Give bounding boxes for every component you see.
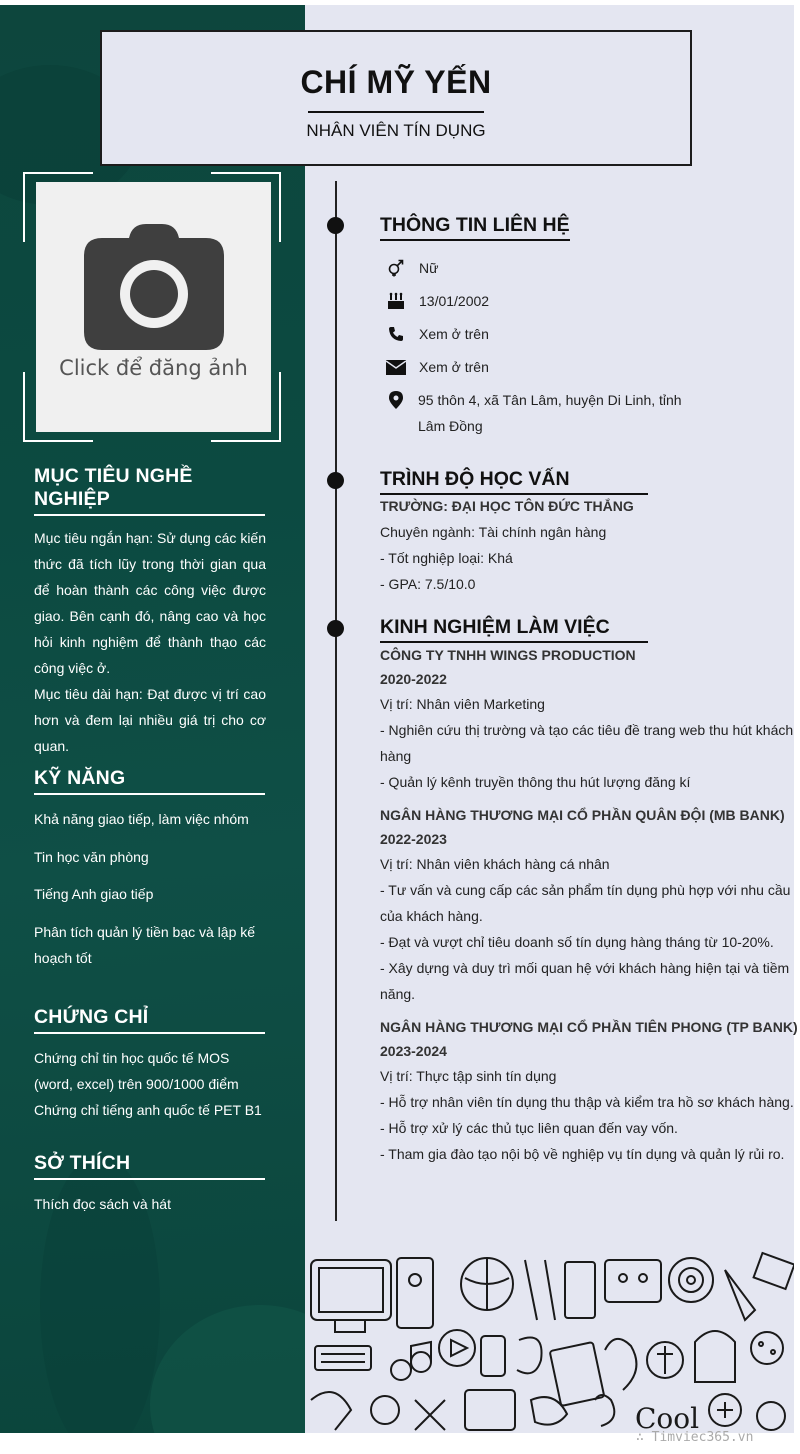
skills-title: KỸ NĂNG (34, 767, 265, 795)
job-duty: - Tư vấn và cung cấp các sản phẩm tín dụng phù hợp với nhu cầu của khách hàng. (380, 882, 791, 924)
job-duty: - Nghiên cứu thị trường và tạo các tiêu đề trang web thu hút khách hàng (380, 722, 794, 764)
job-duty: - Hỗ trợ xử lý các thủ tục liên quan đến vay vốn. (380, 1120, 678, 1136)
skills-section (34, 767, 266, 971)
objective-short-term: Mục tiêu ngắn hạn: Sử dụng các kiến thức đã tích lũy trong thời gian qua để hoàn thành các công việc được giao. Bên cạnh đó, nâng cao và học hỏi kinh nghiệm để thành thạo các công việc ở. (34, 530, 266, 676)
skill-item: Tiếng Anh giao tiếp (34, 886, 154, 902)
contact-section (380, 214, 800, 241)
job-period: 2023-2024 (380, 1043, 447, 1059)
job-duty: - Hỗ trợ nhân viên tín dụng thu thập và kiểm tra hồ sơ khách hàng. (380, 1094, 794, 1110)
phone-value: Xem ở trên (419, 326, 489, 342)
gender-icon (385, 258, 407, 278)
contact-gender (385, 258, 438, 281)
experience-section (380, 616, 800, 1167)
job-position: Vị trí: Nhân viên Marketing (380, 696, 545, 712)
job-company: CÔNG TY TNHH WINGS PRODUCTION (380, 647, 636, 663)
watermark: ∴ Timviec365.vn (636, 1430, 754, 1445)
job-company: NGÂN HÀNG THƯƠNG MẠI CỔ PHẦN QUÂN ĐỘI (MB BANK) (380, 807, 785, 823)
svg-text:Cool: Cool (635, 1402, 700, 1433)
education-major: Chuyên ngành: Tài chính ngân hàng (380, 524, 607, 540)
job-duty: - Xây dựng và duy trì mối quan hệ với khách hàng hiện tại và tiềm năng. (380, 960, 790, 1002)
name-divider (308, 111, 484, 113)
skill-item: Khả năng giao tiếp, làm việc nhóm (34, 811, 249, 827)
job-entry (380, 803, 800, 1007)
education-title: TRÌNH ĐỘ HỌC VẤN (380, 468, 648, 495)
objective-title: MỤC TIÊU NGHỀ NGHIỆP (34, 465, 265, 516)
address-value: 95 thôn 4, xã Tân Lâm, huyện Di Linh, tỉnh Lâm Đồng (418, 392, 682, 434)
cv-page (0, 5, 798, 1433)
experience-title: KINH NGHIỆM LÀM VIỆC (380, 616, 648, 643)
job-duty: - Đạt và vượt chỉ tiêu doanh số tín dụng hàng tháng từ 10-20%. (380, 934, 774, 950)
photo-upload[interactable] (36, 182, 271, 432)
hobbies-section (34, 1152, 266, 1217)
birthday-cake-icon (385, 291, 407, 311)
job-position: Vị trí: Thực tập sinh tín dụng (380, 1068, 557, 1084)
certificate-item: Chứng chỉ tiếng anh quốc tế PET B1 (34, 1102, 262, 1118)
timeline-line (335, 181, 337, 1221)
objective-long-term: Mục tiêu dài hạn: Đạt được vị trí cao hơn và đem lại nhiều giá trị cho cơ quan. (34, 686, 266, 754)
job-position: Vị trí: Nhân viên khách hàng cá nhân (380, 856, 610, 872)
photo-frame (23, 172, 281, 442)
education-school: TRƯỜNG: ĐẠI HỌC TÔN ĐỨC THẮNG (380, 498, 634, 514)
job-period: 2022-2023 (380, 831, 447, 847)
education-gpa: - GPA: 7.5/10.0 (380, 576, 476, 592)
hobbies-title: SỞ THÍCH (34, 1152, 265, 1180)
job-period: 2020-2022 (380, 671, 447, 687)
skill-item: Tin học văn phòng (34, 849, 149, 865)
contact-birthday (385, 291, 489, 314)
envelope-icon (385, 357, 407, 377)
contact-title: THÔNG TIN LIÊN HỆ (380, 214, 570, 241)
education-section (380, 468, 800, 597)
doodle-drawing (305, 1250, 794, 1433)
timeline-dot (327, 620, 344, 637)
contact-email (385, 357, 489, 380)
photo-upload-label: Click để đăng ảnh (59, 356, 248, 380)
email-value: Xem ở trên (419, 359, 489, 375)
job-company: NGÂN HÀNG THƯƠNG MẠI CỔ PHẦN TIÊN PHONG (TP BANK) (380, 1019, 798, 1035)
job-duty: - Tham gia đào tạo nội bộ về nghiệp vụ tín dụng và quản lý rủi ro. (380, 1146, 785, 1162)
candidate-name: CHÍ MỸ YẾN (300, 64, 492, 100)
hobby-item: Thích đọc sách và hát (34, 1196, 171, 1212)
certificates-section (34, 1006, 266, 1123)
timeline-dot (327, 217, 344, 234)
phone-icon (385, 324, 407, 344)
gender-value: Nữ (419, 260, 439, 276)
location-pin-icon (385, 390, 406, 410)
objective-section (34, 465, 266, 759)
skill-item: Phân tích quản lý tiền bạc và lập kế hoạch tốt (34, 924, 256, 966)
doodle-illustration (305, 1250, 794, 1433)
contact-address (385, 390, 695, 439)
camera-icon (84, 220, 224, 350)
certificates-title: CHỨNG CHỈ (34, 1006, 265, 1034)
job-duty: - Quản lý kênh truyền thông thu hút lượng đăng kí (380, 774, 691, 790)
birthday-value: 13/01/2002 (419, 293, 490, 309)
job-title: NHÂN VIÊN TÍN DỤNG (306, 121, 486, 140)
timeline-dot (327, 472, 344, 489)
name-header (100, 30, 692, 166)
certificate-item: Chứng chỉ tin học quốc tế MOS (word, excel) trên 900/1000 điểm (34, 1050, 239, 1092)
job-entry (380, 643, 800, 795)
education-grade: - Tốt nghiệp loại: Khá (380, 550, 513, 566)
contact-phone (385, 324, 489, 347)
job-entry (380, 1015, 800, 1167)
texture-blob (150, 1305, 305, 1433)
